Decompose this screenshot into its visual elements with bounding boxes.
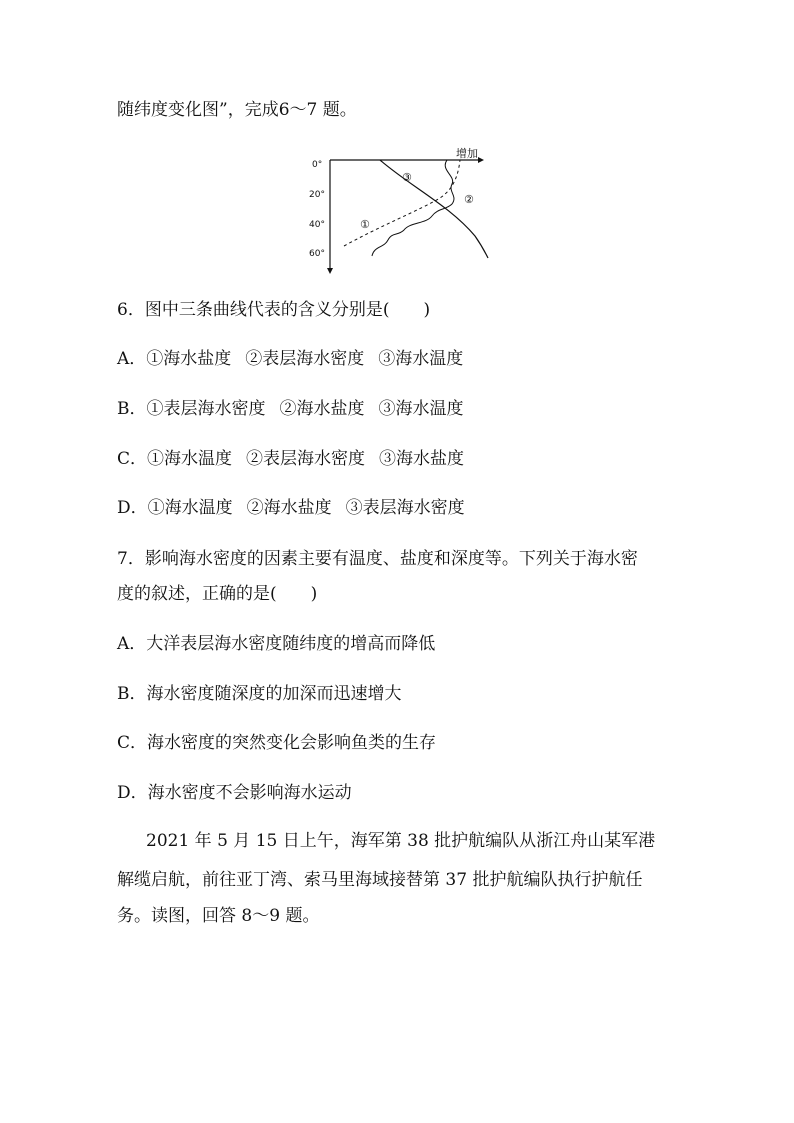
option-letter: D．	[117, 783, 148, 803]
passage-line3: 务。读图，回答 8～9 题。	[117, 906, 320, 926]
option-part-3: ③海水温度	[378, 399, 464, 419]
option-part-3: ③表层海水密度	[345, 498, 465, 518]
y-axis-arrow	[327, 268, 333, 274]
q7-option-b	[117, 682, 402, 706]
q7-stem-line1: 7．影响海水密度的因素主要有温度、盐度和深度等。下列关于海水密	[117, 549, 638, 569]
curve-1-label: ①	[360, 218, 370, 231]
q6-option-b	[117, 397, 464, 421]
q7-stem-line2: 度的叙述，正确的是( )	[117, 584, 318, 604]
option-part-2: ②海水盐度	[246, 498, 332, 518]
option-part-1: ①表层海水密度	[146, 399, 266, 419]
option-part-1: ①海水温度	[147, 498, 233, 518]
y-tick-20: 20°	[309, 190, 325, 200]
option-letter: B．	[117, 684, 147, 704]
option-part-2: ②海水盐度	[279, 399, 365, 419]
x-axis-arrow	[478, 157, 484, 163]
option-part-2: ②表层海水密度	[245, 349, 365, 369]
option-part-2: ②表层海水密度	[246, 449, 366, 469]
q6-option-a	[117, 347, 463, 371]
q7-option-d	[117, 781, 352, 805]
q6-option-d	[117, 496, 465, 520]
latitude-chart-svg	[300, 146, 500, 276]
q7-option-a	[117, 632, 435, 656]
q6-option-c	[117, 447, 464, 471]
curve-2-label: ②	[464, 193, 474, 206]
option-text: 大洋表层海水密度随纬度的增高而降低	[146, 634, 436, 654]
option-letter: A．	[117, 634, 147, 654]
latitude-chart	[300, 146, 500, 276]
option-part-3: ③海水温度	[378, 349, 464, 369]
option-part-1: ①海水温度	[147, 449, 233, 469]
option-part-3: ③海水盐度	[379, 449, 465, 469]
option-letter: C．	[117, 733, 148, 753]
curve-2	[372, 160, 454, 256]
x-axis-label: 增加	[456, 147, 478, 160]
passage-line1: 2021 年 5 月 15 日上午，海军第 38 批护航编队从浙江舟山某军港	[146, 831, 656, 851]
option-part-1: ①海水盐度	[146, 349, 232, 369]
option-letter: A．	[117, 349, 147, 369]
curve-3-label: ③	[402, 171, 412, 184]
curve-3	[380, 160, 488, 258]
option-letter: C．	[117, 449, 148, 469]
q7-option-c	[117, 731, 436, 755]
option-text: 海水密度不会影响海水运动	[147, 783, 352, 803]
option-text: 海水密度的突然变化会影响鱼类的生存	[147, 733, 437, 753]
y-tick-0: 0°	[312, 160, 323, 170]
intro-text: 随纬度变化图”，完成6～7 题。	[117, 100, 357, 120]
option-letter: D．	[117, 498, 148, 518]
passage-line2: 解缆启航，前往亚丁湾、索马里海域接替第 37 批护航编队执行护航任	[117, 870, 643, 890]
q6-stem: 6．图中三条曲线代表的含义分别是( )	[117, 300, 431, 320]
y-tick-40: 40°	[309, 220, 325, 230]
y-tick-60: 60°	[309, 249, 325, 259]
option-letter: B．	[117, 399, 147, 419]
option-text: 海水密度随深度的加深而迅速增大	[146, 684, 402, 704]
